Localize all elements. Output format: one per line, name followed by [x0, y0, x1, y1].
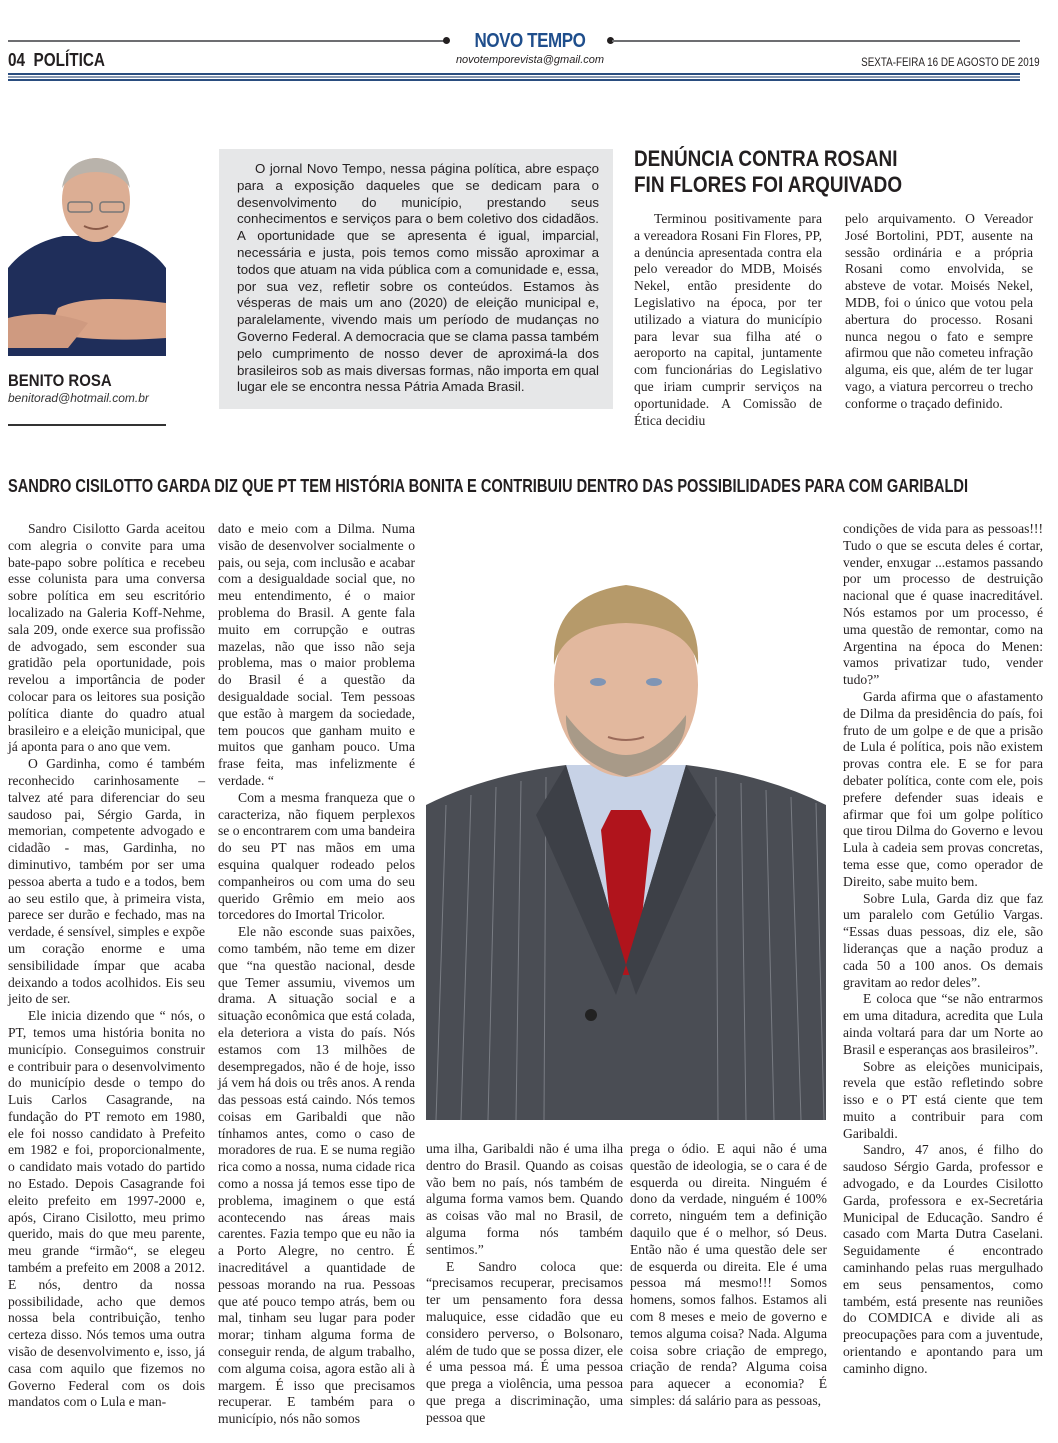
header-rule-left — [8, 40, 448, 42]
article-paragraph: Garda afirma que o afastamento de Dilma da presidência do país, foi fruto de um golpe e de que a prisão de Lula é política, pois não existem provas contra ele. E se for para debater política, conte com ele, pois prefere defender suas ideais e afirmar que foi um golpe político que tirou Dilma do Governo e levou Lula à cadeia sem provas concretas, tema esse que, como operador de Direito, sabe muito bem. — [843, 688, 1043, 889]
columnist-email[interactable]: benitorad@hotmail.com.br — [8, 391, 149, 405]
header-divider-top — [8, 73, 1020, 75]
header-divider-bottom — [8, 79, 1020, 81]
main-article-col-1 — [8, 521, 205, 1411]
header-bullet-left — [443, 37, 450, 44]
sidebar-paragraph: pelo arquivamento. O Vereador José Bortolini, PDT, ausente na sessão ordinária e a própria Rosani como envolvida, se absteve de votar. Moisés Nekel, MDB, foi o único que votou pela abertura do processo. Rosani nunca negou o fato e sempre afirmou que não cometeu infração alguma, eis que, além de ter lugar vago, a viatura percorreu o trecho conforme o traçado definido. — [845, 211, 1033, 411]
article-paragraph: Ele inicia dizendo que “ nós, o PT, temos uma história bonita no município. Conseguimos construir e contribuir para o desenvolvimento do município desde o tempo do Luis Carlos Casagrande, na fundação do PT remoto em 1980, ele foi nosso candidato à Prefeito em 1982 e foi, proporcionalmente, o candidato mais votado do partido no Estado. Depois Casagrande foi eleito prefeito em 1997-2000 e, após, Cirano Cisilotto, meu primo querido, mais do que meu parente, meu grande “irmão“, se elegeu também a prefeito em 2008 a 2012. E nós, dentro da nossa possibilidade, acho que demos nossa bela contribuição, tenho certeza disso. Nós temos uma outra visão de desenvolvimento e, isso, já casa com aquilo que fizemos no Governo Federal com os dois mandatos com o Lula e man- — [8, 1008, 205, 1410]
columnist-photo — [8, 138, 166, 356]
article-paragraph: uma ilha, Garibaldi não é uma ilha dentro do Brasil. Quando as coisas vão bem no país, nós também de alguma forma vamos bem. Quando as coisas vão mal no Brasil, de alguma forma nós também sentimos.” — [426, 1141, 623, 1257]
columnist-divider — [8, 424, 166, 426]
main-article-col-2 — [218, 521, 415, 1428]
issue-date: SEXTA-FEIRA 16 DE AGOSTO DE 2019 — [861, 55, 1040, 69]
header-divider-mid — [8, 76, 1020, 78]
masthead-brand: NOVO TEMPO — [474, 30, 586, 52]
page-number: 04 — [8, 50, 26, 70]
article-paragraph: E coloca que “se não entrarmos em uma ditadura, acredita que Lula ainda voltará para dar um Norte ao Brasil e esperanças aos brasileiros”. — [843, 991, 1043, 1057]
article-paragraph: Com a mesma franqueza que o caracteriza, não fiquem perplexos se o encontrarem com uma bandeira do seu PT nas mãos em uma esquina qualquer rodeado pelos companheiros ou com uma do seu querido Grêmio em meio aos torcedores do Imortal Tricolor. — [218, 789, 415, 923]
article-paragraph: Ele não esconde suas paixões, como também, não teme em dizer que “na questão nacional, desde que Temer assumiu, vivemos um drama. A situação social e a situação econômica que está colada, ela deteriora a vista do país. Nós estamos com 13 milhões de desempregados, não é de hoje, isso já vem há dois ou três anos. A renda das pessoas está caindo. Nós temos coisas em Garibaldi que não tínhamos antes, como o caso de moradores de rua. E se numa região rica como a nossa, numa cidade rica como a nossa já temos esse tipo de problema, imaginem o que está acontecendo nas áreas mais carentes. Fazia tempo que eu não ia a Porto Alegre, no centro. É inacreditável a quantidade de pessoas morando na rua. Pessoas que até pouco tempo atrás, bem ou mal, tinham seu lugar para poder morar; tinham alguma forma de conseguir renda, de algum trabalho, com alguma coisa, agora estão ali à margem. É isso que precisamos recuperar. E também para o município, nós não somos — [218, 924, 415, 1427]
interviewee-photo — [426, 545, 826, 1120]
article-paragraph: dato e meio com a Dilma. Numa visão de desenvolver socialmente o pais, ou seja, com inclusão e acabar com a desigualdade social que, no meu entendimento, é o maior problema do Brasil. A gente fala muito em corrupção e outras mazelas, não que isso não seja problema, mas o maior problema do Brasil é a questão da desigualdade social. Tem pessoas que estão à margem da sociedade, tem poucos que ganham muito e muitos que ganham pouco. Uma frase feita, mas infelizmente é verdade. “ — [218, 521, 415, 788]
article-paragraph: Sandro Cisilotto Garda aceitou com alegria o convite para uma bate-papo sobre política e recebeu esse colunista para uma conversa sobre política em seu escritório localizado na Galeria Koff-Nehme, sala 209, onde exerce sua profissão de advogado, sem esconder sua gratidão pela oportunidade, pois revelou a importância de poder colocar para os leitores sua posição política diante do quadro atual brasileiro e a eleição municipal, que já aponta para o ano que vem. — [8, 521, 205, 755]
section-label — [8, 50, 105, 71]
main-article-col-5 — [843, 521, 1043, 1378]
sidebar-title-line-2: FIN FLORES FOI ARQUIVADO — [634, 172, 903, 197]
header-rule-right — [612, 40, 1020, 42]
article-paragraph: prega o ódio. E aqui não é uma questão de ideologia, se o cara é de esquerda ou direita. Ninguém é dono da verdade, ninguém é 100% correto, ninguém tem a definição daquilo que é o melhor, só Deus. Então não é uma questão dele ser de esquerda ou direita. Ele é uma pessoa má mesmo!!! Somos homens, somos falhos. Estamos ali com 8 meses e meio de governo e temos alguma coisa? Nada. Alguma coisa sobre criação de emprego, criação de renda? Alguma coisa para aquecer a economia? É simples: dá salário para as pessoas, — [630, 1141, 827, 1408]
sidebar-article-col-2 — [845, 211, 1033, 413]
editorial-text: O jornal Novo Tempo, nessa página política, abre espaço para a exposição daqueles que se dedicam para o desenvolvimento do município, prestando seus conhecimentos e serviços para o bem coletivo dos cidadãos. A oportunidade que se apresenta é igual, imparcial, necessária e justa, pois temos como missão aproximar a todos que atuam na vida pública com a comunidade e, essa, por sua vez, refletir sobre os conteúdos. Estamos às vésperas de mais um ano (2020) de eleição municipal e, paralelamente, vivendo mais um período de mudanças no Governo Federal. A democracia que se clama passa também pelo cumprimento de nosso dever de aproximá-la dos brasileiros sob as mais diversas formas, não importa em qual lugar ele se encontra nessa Pátria Amada Brasil. — [237, 161, 599, 395]
article-paragraph: condições de vida para as pessoas!!! Tudo o que se escuta deles é cortar, vender, enxugar ...estamos passando por um processo de destruição nacional que é quase inacreditável. Nós estamos por um processo, é uma questão de remontar, como na Argentina na época do Menen: vamos privatizar tudo, vender tudo?” — [843, 521, 1043, 688]
sidebar-title-line-1: DENÚNCIA CONTRA ROSANI — [634, 146, 898, 171]
main-article-col-4 — [630, 1141, 827, 1410]
main-article-col-3 — [426, 1141, 623, 1427]
editorial-box — [219, 149, 613, 409]
interviewee-portrait-image — [426, 545, 826, 1120]
columnist-name: BENITO ROSA — [8, 371, 112, 390]
article-paragraph: Sandro, 47 anos, é filho do saudoso Sérgio Garda, professor e advogado, e da Lourdes Cisilotto Garda, professora e ex-Secretária Municipal de Educação. Sandro é casado com Marta Dutra Caselani. Seguidamente é encontrado caminhando pelas ruas mergulhado em seus pensamentos, como também, está presente nas reuniões do COMDICA e divide ali as preocupações para com a juventude, orientando e apontando para um caminho digno. — [843, 1142, 1043, 1376]
masthead-email[interactable]: novotemporevista@gmail.com — [455, 54, 605, 66]
article-paragraph: E Sandro coloca que: “precisamos recuperar, precisamos ter um pensamento fora dessa maluquice, esse cidadão que eu considero perverso, o Bolsonaro, além de tudo que se possa dizer, ele é uma pessoa má. É uma pessoa que prega a violência, uma pessoa que prega a discriminação, uma pessoa que — [426, 1258, 623, 1425]
main-article-title: SANDRO CISILOTTO GARDA DIZ QUE PT TEM HISTÓRIA BONITA E CONTRIBUIU DENTRO DAS POSSIBILIDADES PARA COM GARIBALDI — [8, 475, 969, 496]
sidebar-article-col-1 — [634, 211, 822, 429]
columnist-portrait-image — [8, 138, 166, 356]
section-name: POLÍTICA — [33, 50, 105, 70]
sidebar-paragraph: Terminou positivamente para a vereadora Rosani Fin Flores, PP, a denúncia apresentada contra ela pelo vereador do MDB, Moisés Nekel, então presidente do Legislativo na época, por ter utilizado a viatura do município para levar sua filha até o aeroporto na capital, juntamente com funcionárias do Legislativo que iriam cumprir serviços na oportunidade. A Comissão de Ética decidiu — [634, 211, 822, 428]
article-paragraph: Sobre Lula, Garda diz que faz um paralelo com Getúlio Vargas. “Essas duas pessoas, diz ele, são lideranças que a nação produz a cada 50 a 100 anos. Os demais gravitam ao redor deles”. — [843, 890, 1043, 990]
sidebar-article-title — [634, 146, 978, 198]
article-paragraph: O Gardinha, como é também reconhecido carinhosamente – talvez até para diferenciar do seu saudoso pai, Sérgio Garda, in memorian, competente advogado e cidadão - mas, Gardinha, no diminutivo, também por ser uma pessoa aberta a tudo e a todos, bem ao seu estilo que, à primeira vista, parece ser durão e fechado, mas na verdade, é sensível, simples e expõe um coração enorme e uma sensibilidade ímpar que acaba deixando a todos acolhidos. Eis seu jeito de ser. — [8, 756, 205, 1007]
article-paragraph: Sobre as eleições municipais, revela que estão refletindo sobre isso e o PT está ciente que tem muito a contribuir para com Garibaldi. — [843, 1058, 1043, 1141]
